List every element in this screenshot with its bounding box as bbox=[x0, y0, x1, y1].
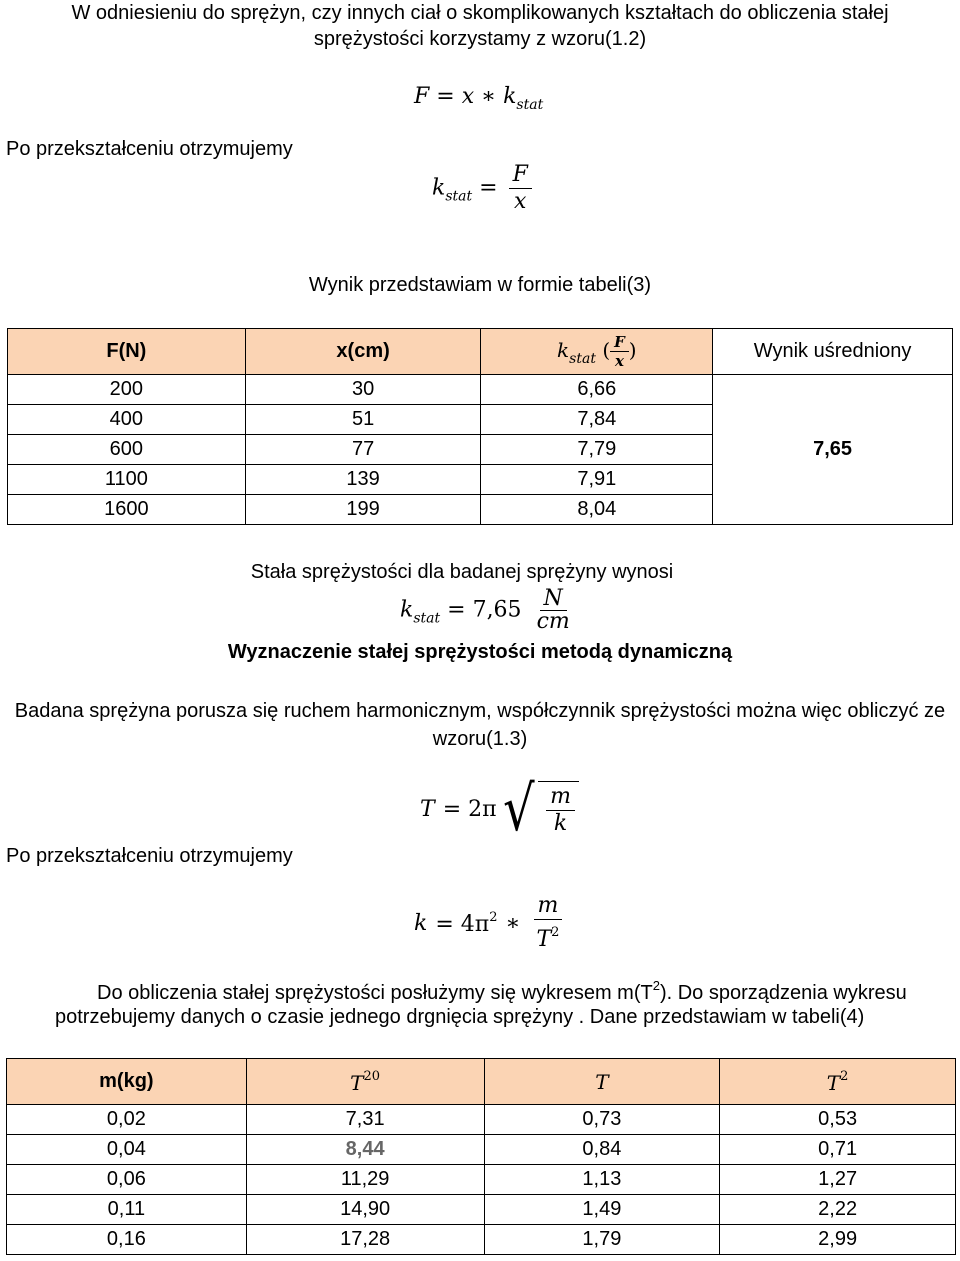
table-header-cell: F(N) bbox=[8, 329, 246, 375]
table-cell: 0,53 bbox=[720, 1105, 956, 1135]
table-cell: 1,13 bbox=[484, 1165, 720, 1195]
table-period-data bbox=[6, 1058, 956, 1255]
table-cell: 1,79 bbox=[484, 1225, 720, 1255]
table-cell: 2,99 bbox=[720, 1225, 956, 1255]
table-cell: 1100 bbox=[8, 465, 246, 495]
table-cell: 200 bbox=[8, 375, 246, 405]
formula-superscript: 2 bbox=[840, 1068, 849, 1084]
table-cell: 8,44 bbox=[246, 1135, 484, 1165]
table-cell: 51 bbox=[245, 405, 481, 435]
result-text: Stała sprężystości dla badanej sprężyny wynosi bbox=[250, 561, 674, 583]
table-row bbox=[7, 1135, 956, 1165]
formula-symbol: T bbox=[826, 1070, 841, 1095]
table-cell: 1,49 bbox=[484, 1195, 720, 1225]
table-cell: 600 bbox=[8, 435, 246, 465]
formula-symbol: T bbox=[536, 927, 552, 952]
average-result-cell: 7,65 bbox=[713, 375, 953, 525]
plot-text-superscript: 2 bbox=[652, 978, 660, 993]
fraction-denominator: cm bbox=[536, 609, 570, 634]
table-cell: 0,11 bbox=[7, 1195, 247, 1225]
table-cell: 7,31 bbox=[246, 1105, 484, 1135]
formula-force bbox=[414, 84, 543, 113]
transform-label: Po przekształceniu otrzymujemy bbox=[6, 138, 293, 160]
formula-symbol: = bbox=[436, 84, 455, 109]
fraction-denominator: x bbox=[614, 352, 624, 370]
table-cell: 7,79 bbox=[481, 435, 713, 465]
fraction bbox=[532, 893, 563, 953]
table-row bbox=[8, 375, 953, 405]
table-header-cell bbox=[720, 1059, 956, 1105]
formula-symbol: x bbox=[461, 84, 475, 109]
table-cell: 17,28 bbox=[246, 1225, 484, 1255]
fraction-numerator: F bbox=[610, 333, 629, 352]
table-header-cell: T bbox=[484, 1059, 720, 1105]
fraction-denominator: x bbox=[514, 189, 527, 214]
formula-symbol: = 7,65 bbox=[447, 597, 522, 623]
table-row bbox=[7, 1225, 956, 1255]
fraction-numerator: m bbox=[546, 784, 575, 811]
fraction-numerator: N bbox=[540, 588, 567, 611]
table-header-cell bbox=[246, 1059, 484, 1105]
section-heading: Wyznaczenie stałej sprężystości metodą dynamiczną bbox=[227, 641, 733, 663]
table-cell: 77 bbox=[245, 435, 481, 465]
table-cell: 400 bbox=[8, 405, 246, 435]
table-row bbox=[7, 1195, 956, 1225]
formula-symbol: k bbox=[432, 175, 446, 201]
table-static-constant bbox=[7, 328, 953, 525]
table-cell: 11,29 bbox=[246, 1165, 484, 1195]
table-cell: 0,71 bbox=[720, 1135, 956, 1165]
formula-symbol: k bbox=[414, 910, 428, 936]
formula-symbol: k bbox=[557, 338, 570, 362]
plot-paragraph-line1 bbox=[97, 978, 907, 1005]
table-cell: 0,04 bbox=[7, 1135, 247, 1165]
formula-kstat bbox=[432, 162, 536, 215]
table-cell: 8,04 bbox=[481, 495, 713, 525]
fraction bbox=[610, 333, 629, 370]
table1-caption: Wynik przedstawiam w formie tabeli(3) bbox=[308, 274, 652, 296]
formula-subscript: stat bbox=[516, 97, 544, 113]
table-cell: 7,91 bbox=[481, 465, 713, 495]
radicand bbox=[538, 781, 579, 837]
table-header-cell: Wynik uśredniony bbox=[713, 329, 953, 375]
table-cell: 0,16 bbox=[7, 1225, 247, 1255]
table-cell: 30 bbox=[245, 375, 481, 405]
table-cell: 0,02 bbox=[7, 1105, 247, 1135]
fraction-denominator: k bbox=[553, 811, 568, 836]
table-header-cell bbox=[481, 329, 713, 375]
formula-symbol: k bbox=[503, 84, 517, 109]
formula-subscript: stat bbox=[413, 610, 441, 627]
formula-symbol: T bbox=[420, 796, 435, 822]
table-cell: 139 bbox=[245, 465, 481, 495]
formula-symbol: ( bbox=[602, 338, 611, 362]
formula-symbol: = 2π bbox=[442, 796, 497, 822]
formula-subscript: stat bbox=[445, 188, 473, 205]
plot-text: Do obliczenia stałej sprężystości posłużymy się wykresem m(T bbox=[97, 982, 653, 1004]
table-header-cell: m(kg) bbox=[7, 1059, 247, 1105]
table-cell: 2,22 bbox=[720, 1195, 956, 1225]
formula-symbol: k bbox=[400, 597, 414, 623]
formula-period bbox=[420, 772, 579, 845]
table-header-row bbox=[8, 329, 953, 375]
table-row bbox=[7, 1105, 956, 1135]
table-header-row bbox=[7, 1059, 956, 1105]
formula-superscript: 2 bbox=[551, 925, 560, 940]
table-cell: 6,66 bbox=[481, 375, 713, 405]
formula-symbol: = 4π bbox=[435, 911, 490, 937]
plot-paragraph-line2: potrzebujemy danych o czasie jednego drgnięcia sprężyny . Dane przedstawiam w tabeli(4) bbox=[55, 1006, 865, 1028]
formula-symbol: ∗ bbox=[505, 910, 521, 936]
square-root bbox=[499, 772, 579, 845]
formula-symbol: F bbox=[414, 84, 430, 109]
formula-symbol: = bbox=[479, 175, 498, 201]
fraction-denominator bbox=[532, 920, 563, 953]
fraction-numerator: m bbox=[534, 893, 563, 920]
harmonic-paragraph: Badana sprężyna porusza się ruchem harmonicznym, współczynnik sprężystości można więc obliczyć ze wzoru(1.3) bbox=[14, 700, 946, 750]
table-header-cell: x(cm) bbox=[245, 329, 481, 375]
table-cell: 0,06 bbox=[7, 1165, 247, 1195]
fraction bbox=[546, 784, 575, 837]
intro-paragraph: W odniesieniu do sprężyn, czy innych ciał o skomplikowanych kształtach do obliczenia stałej sprężystości korzystamy z wzoru(1.2) bbox=[71, 2, 889, 50]
table-row bbox=[7, 1165, 956, 1195]
fraction bbox=[533, 588, 574, 633]
radical-sign: √ bbox=[502, 772, 535, 845]
table-cell: 1,27 bbox=[720, 1165, 956, 1195]
table-cell: 7,84 bbox=[481, 405, 713, 435]
formula-symbol: ) bbox=[628, 338, 637, 362]
table-cell: 0,84 bbox=[484, 1135, 720, 1165]
fraction bbox=[509, 162, 532, 215]
table-cell: 1600 bbox=[8, 495, 246, 525]
formula-superscript: 20 bbox=[363, 1068, 381, 1084]
transform-label: Po przekształceniu otrzymujemy bbox=[6, 845, 293, 867]
table-cell: 0,73 bbox=[484, 1105, 720, 1135]
fraction-numerator: F bbox=[509, 162, 532, 189]
formula-result bbox=[400, 588, 578, 633]
formula-superscript: 2 bbox=[489, 909, 498, 925]
plot-text: ). Do sporządzenia wykresu bbox=[659, 982, 907, 1004]
formula-symbol: T bbox=[350, 1070, 364, 1095]
table-cell: 199 bbox=[245, 495, 481, 525]
formula-spring-constant bbox=[414, 893, 567, 953]
formula-subscript: stat bbox=[569, 351, 596, 367]
formula-symbol bbox=[435, 910, 497, 937]
table-cell: 14,90 bbox=[246, 1195, 484, 1225]
formula-symbol: ∗ bbox=[481, 84, 497, 109]
